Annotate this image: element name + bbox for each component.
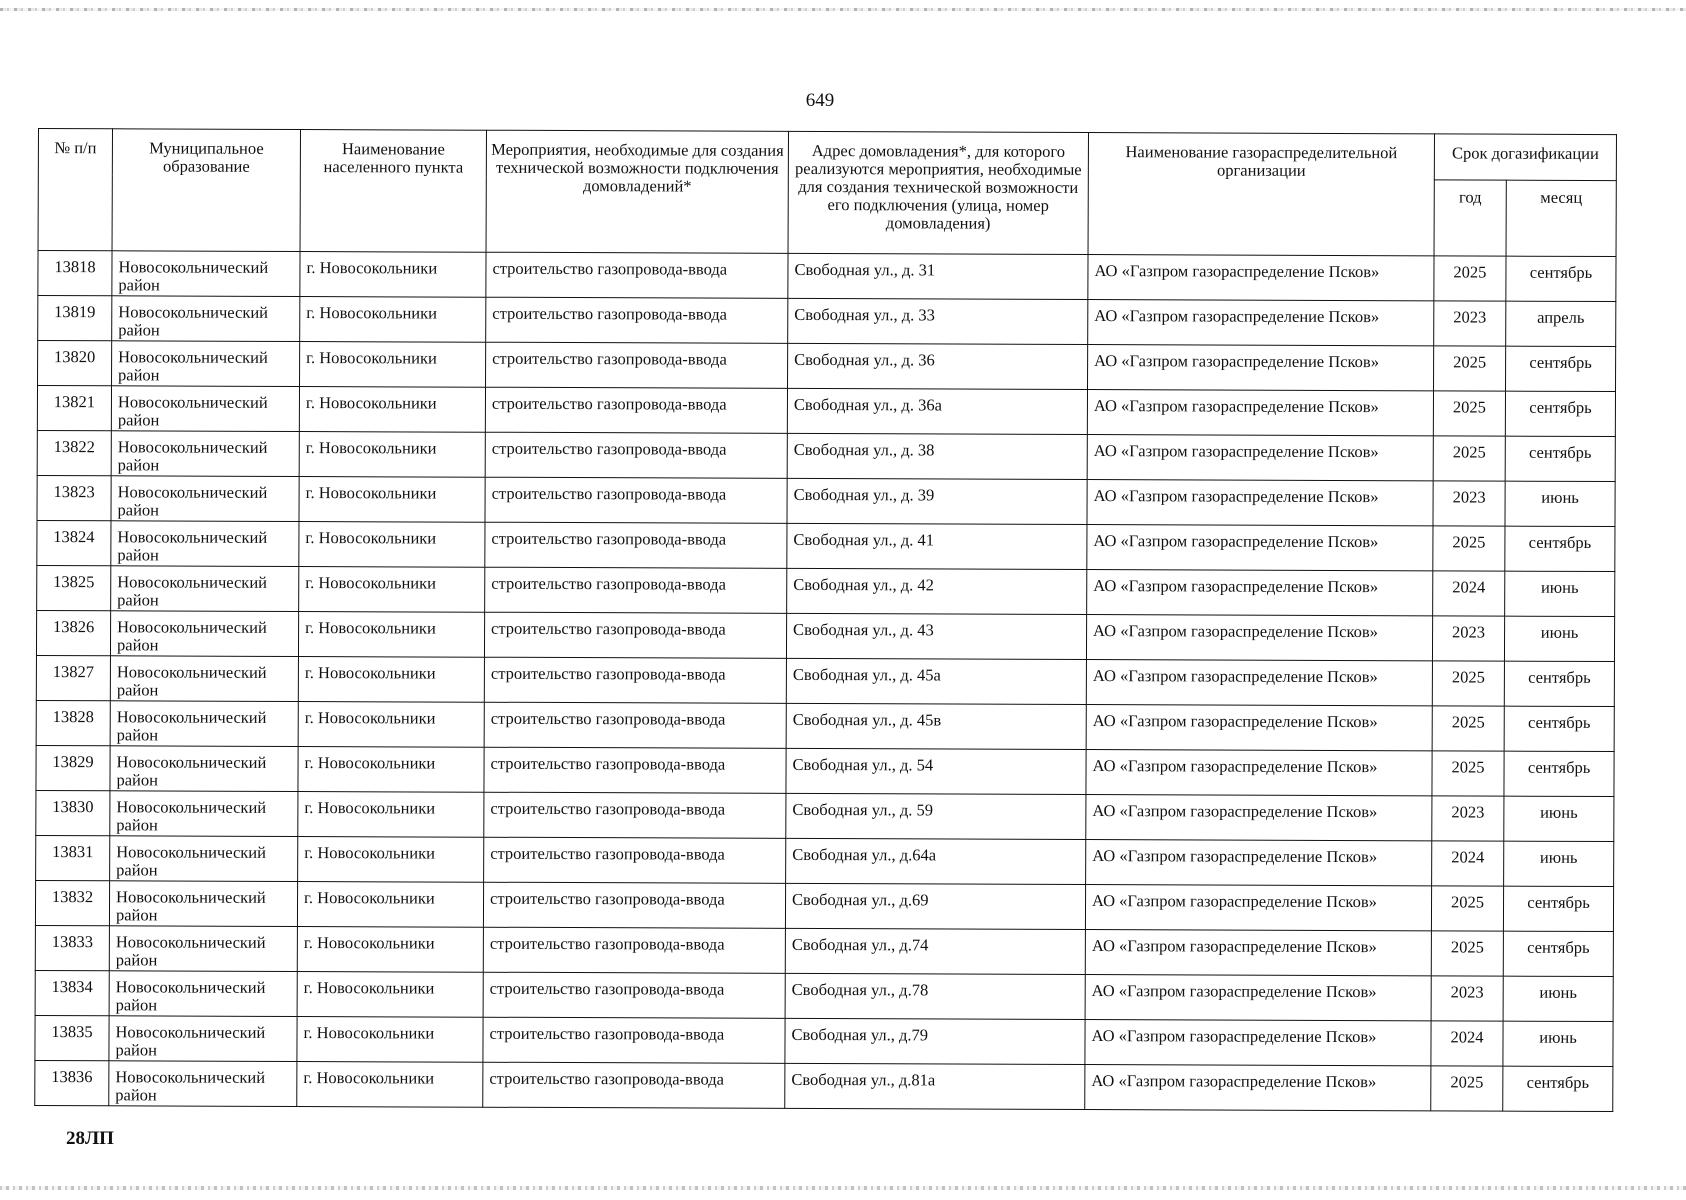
cell-month: сентябрь <box>1504 751 1614 796</box>
cell-municipality: Новосокольнический район <box>111 566 299 612</box>
cell-month: сентябрь <box>1503 886 1613 931</box>
header-month: месяц <box>1506 180 1616 256</box>
cell-num: 13825 <box>37 565 111 610</box>
cell-address: Свободная ул., д. 41 <box>787 523 1087 569</box>
header-organization: Наименование газораспределительной организации <box>1088 133 1434 256</box>
table-row <box>36 700 1614 751</box>
cell-address: Свободная ул., д.74 <box>785 928 1085 974</box>
table-row <box>36 655 1614 706</box>
cell-organization: АО «Газпром газораспределение Псков» <box>1086 615 1432 661</box>
table-row <box>36 835 1614 886</box>
cell-municipality: Новосокольнический район <box>109 926 297 972</box>
cell-num: 13836 <box>35 1060 109 1105</box>
header-address: Адрес домовладения*, для которого реализуются мероприятия, необходимые для создания технической возможности его подключения (улица, номер домовладения) <box>788 131 1088 254</box>
cell-month: июнь <box>1503 976 1613 1021</box>
cell-activity: строительство газопровода-ввода <box>483 972 785 1018</box>
cell-municipality: Новосокольнический район <box>110 701 298 747</box>
cell-year: 2025 <box>1431 931 1503 976</box>
table-row <box>37 520 1615 571</box>
cell-activity: строительство газопровода-ввода <box>485 567 787 613</box>
cell-activity: строительство газопровода-ввода <box>486 252 788 298</box>
cell-activity: строительство газопровода-ввода <box>483 927 785 973</box>
cell-month: июнь <box>1505 571 1615 616</box>
cell-num: 13820 <box>38 341 112 386</box>
cell-num: 13826 <box>36 610 110 655</box>
cell-settlement: г. Новосокольники <box>300 342 486 388</box>
scan-artifact-top <box>0 8 1686 11</box>
cell-municipality: Новосокольнический район <box>110 611 298 657</box>
cell-num: 13828 <box>36 700 110 745</box>
cell-num: 13824 <box>37 520 111 565</box>
table-row <box>38 341 1616 392</box>
cell-municipality: Новосокольнический район <box>109 1061 297 1107</box>
cell-address: Свободная ул., д.81а <box>785 1063 1085 1109</box>
table-row <box>38 296 1616 347</box>
cell-settlement: г. Новосокольники <box>297 972 483 1018</box>
cell-settlement: г. Новосокольники <box>297 1062 483 1108</box>
cell-organization: АО «Газпром газораспределение Псков» <box>1085 1065 1431 1111</box>
table-row <box>35 970 1613 1021</box>
cell-num: 13830 <box>36 790 110 835</box>
cell-address: Свободная ул., д.78 <box>785 973 1085 1019</box>
cell-settlement: г. Новосокольники <box>299 567 485 613</box>
cell-address: Свободная ул., д.69 <box>785 883 1085 929</box>
cell-settlement: г. Новосокольники <box>297 882 483 928</box>
cell-num: 13827 <box>36 655 110 700</box>
cell-organization: АО «Газпром газораспределение Псков» <box>1085 975 1431 1021</box>
cell-activity: строительство газопровода-ввода <box>484 702 786 748</box>
table-row <box>35 880 1613 931</box>
table-row <box>38 251 1616 302</box>
cell-settlement: г. Новосокольники <box>298 657 484 703</box>
cell-year: 2023 <box>1432 616 1504 661</box>
scan-artifact-bottom <box>0 1186 1686 1190</box>
cell-municipality: Новосокольнический район <box>112 341 300 387</box>
cell-municipality: Новосокольнический район <box>110 836 298 882</box>
cell-num: 13831 <box>36 835 110 880</box>
table-row <box>37 475 1615 526</box>
table-body <box>35 251 1616 1112</box>
cell-month: июнь <box>1504 796 1614 841</box>
cell-municipality: Новосокольнический район <box>110 656 298 702</box>
cell-settlement: г. Новосокольники <box>298 792 484 838</box>
header-municipality: Муниципальное образование <box>112 129 300 252</box>
cell-address: Свободная ул., д. 31 <box>788 253 1088 299</box>
header-num: № п/п <box>38 129 112 251</box>
cell-activity: строительство газопровода-ввода <box>483 1017 785 1063</box>
cell-month: июнь <box>1505 481 1615 526</box>
cell-address: Свободная ул., д. 45а <box>786 658 1086 704</box>
cell-organization: АО «Газпром газораспределение Псков» <box>1087 435 1433 481</box>
cell-settlement: г. Новосокольники <box>300 252 486 298</box>
cell-activity: строительство газопровода-ввода <box>485 522 787 568</box>
cell-organization: АО «Газпром газораспределение Псков» <box>1085 885 1431 931</box>
cell-month: июнь <box>1503 1021 1613 1066</box>
cell-num: 13832 <box>35 880 109 925</box>
table-row <box>35 1060 1613 1111</box>
cell-year: 2023 <box>1434 301 1506 346</box>
cell-address: Свободная ул., д. 38 <box>787 433 1087 479</box>
cell-num: 13833 <box>35 925 109 970</box>
cell-month: сентябрь <box>1505 391 1615 436</box>
table-row <box>37 386 1615 437</box>
cell-activity: строительство газопровода-ввода <box>485 387 787 433</box>
cell-month: апрель <box>1506 301 1616 346</box>
cell-num: 13819 <box>38 296 112 341</box>
cell-activity: строительство газопровода-ввода <box>484 747 786 793</box>
table-row <box>35 925 1613 976</box>
document-code: 28ЛП <box>66 1128 114 1149</box>
cell-municipality: Новосокольнический район <box>111 521 299 567</box>
cell-address: Свободная ул., д. 36а <box>787 388 1087 434</box>
table-row <box>37 565 1615 616</box>
cell-organization: АО «Газпром газораспределение Псков» <box>1086 660 1432 706</box>
cell-month: сентябрь <box>1505 436 1615 481</box>
header-deadline: Срок догазификации <box>1434 134 1616 181</box>
cell-year: 2024 <box>1431 1021 1503 1066</box>
cell-organization: АО «Газпром газораспределение Псков» <box>1088 255 1434 301</box>
cell-organization: АО «Газпром газораспределение Псков» <box>1087 480 1433 526</box>
cell-organization: АО «Газпром газораспределение Псков» <box>1088 300 1434 346</box>
cell-year: 2025 <box>1431 1066 1503 1111</box>
cell-month: сентябрь <box>1505 526 1615 571</box>
cell-activity: строительство газопровода-ввода <box>483 882 785 928</box>
cell-activity: строительство газопровода-ввода <box>484 612 786 658</box>
cell-year: 2023 <box>1431 976 1503 1021</box>
cell-municipality: Новосокольнический район <box>109 971 297 1017</box>
cell-address: Свободная ул., д. 42 <box>787 568 1087 614</box>
cell-year: 2025 <box>1431 886 1503 931</box>
cell-year: 2025 <box>1434 256 1506 301</box>
cell-year: 2025 <box>1433 391 1505 436</box>
cell-activity: строительство газопровода-ввода <box>485 477 787 523</box>
cell-organization: АО «Газпром газораспределение Псков» <box>1086 795 1432 841</box>
cell-address: Свободная ул., д. 43 <box>786 613 1086 659</box>
cell-year: 2023 <box>1432 796 1504 841</box>
table-header <box>38 129 1616 257</box>
cell-municipality: Новосокольнический район <box>111 431 299 477</box>
header-year: год <box>1434 180 1506 256</box>
cell-settlement: г. Новосокольники <box>299 387 485 433</box>
header-settlement: Наименование населенного пункта <box>300 130 486 253</box>
cell-month: сентябрь <box>1504 661 1614 706</box>
cell-address: Свободная ул., д.64а <box>786 838 1086 884</box>
table-row <box>36 745 1614 796</box>
cell-address: Свободная ул., д. 33 <box>788 298 1088 344</box>
cell-settlement: г. Новосокольники <box>297 927 483 973</box>
cell-settlement: г. Новосокольники <box>298 747 484 793</box>
cell-year: 2023 <box>1433 481 1505 526</box>
cell-num: 13829 <box>36 745 110 790</box>
cell-municipality: Новосокольнический район <box>109 881 297 927</box>
cell-year: 2025 <box>1434 346 1506 391</box>
cell-activity: строительство газопровода-ввода <box>485 432 787 478</box>
cell-settlement: г. Новосокольники <box>297 1017 483 1063</box>
cell-num: 13835 <box>35 1015 109 1060</box>
cell-address: Свободная ул., д. 59 <box>786 793 1086 839</box>
cell-address: Свободная ул., д. 45в <box>786 703 1086 749</box>
cell-year: 2025 <box>1432 661 1504 706</box>
table-row <box>37 430 1615 481</box>
cell-settlement: г. Новосокольники <box>299 477 485 523</box>
cell-num: 13822 <box>37 430 111 475</box>
cell-activity: строительство газопровода-ввода <box>484 837 786 883</box>
cell-num: 13818 <box>38 251 112 296</box>
cell-num: 13821 <box>37 386 111 431</box>
cell-municipality: Новосокольнический район <box>110 791 298 837</box>
cell-municipality: Новосокольнический район <box>110 746 298 792</box>
cell-settlement: г. Новосокольники <box>299 522 485 568</box>
table-row <box>36 790 1614 841</box>
cell-address: Свободная ул., д. 36 <box>788 343 1088 389</box>
cell-organization: АО «Газпром газораспределение Псков» <box>1087 525 1433 571</box>
cell-settlement: г. Новосокольники <box>299 432 485 478</box>
cell-organization: АО «Газпром газораспределение Псков» <box>1087 570 1433 616</box>
cell-organization: АО «Газпром газораспределение Псков» <box>1085 1020 1431 1066</box>
table-row <box>35 1015 1613 1066</box>
cell-activity: строительство газопровода-ввода <box>484 657 786 703</box>
cell-settlement: г. Новосокольники <box>298 612 484 658</box>
cell-organization: АО «Газпром газораспределение Псков» <box>1086 705 1432 751</box>
gasification-table <box>34 128 1617 1112</box>
cell-year: 2025 <box>1432 706 1504 751</box>
cell-organization: АО «Газпром газораспределение Псков» <box>1086 840 1432 886</box>
cell-municipality: Новосокольнический район <box>111 386 299 432</box>
cell-activity: строительство газопровода-ввода <box>484 792 786 838</box>
cell-month: сентябрь <box>1503 931 1613 976</box>
table-row <box>36 610 1614 661</box>
cell-year: 2024 <box>1432 841 1504 886</box>
cell-month: сентябрь <box>1506 256 1616 301</box>
cell-organization: АО «Газпром газораспределение Псков» <box>1085 930 1431 976</box>
cell-year: 2025 <box>1433 436 1505 481</box>
cell-year: 2025 <box>1432 751 1504 796</box>
cell-municipality: Новосокольнический район <box>112 251 300 297</box>
cell-organization: АО «Газпром газораспределение Псков» <box>1087 390 1433 436</box>
cell-month: сентябрь <box>1503 1066 1613 1111</box>
cell-month: июнь <box>1504 841 1614 886</box>
cell-municipality: Новосокольнический район <box>112 296 300 342</box>
header-activities: Мероприятия, необходимые для создания технической возможности подключения домовладений* <box>486 130 788 253</box>
page-number: 649 <box>805 90 835 111</box>
cell-organization: АО «Газпром газораспределение Псков» <box>1088 345 1434 391</box>
cell-settlement: г. Новосокольники <box>300 297 486 343</box>
cell-settlement: г. Новосокольники <box>298 837 484 883</box>
cell-num: 13823 <box>37 475 111 520</box>
cell-settlement: г. Новосокольники <box>298 702 484 748</box>
cell-address: Свободная ул., д. 54 <box>786 748 1086 794</box>
cell-num: 13834 <box>35 970 109 1015</box>
cell-address: Свободная ул., д.79 <box>785 1018 1085 1064</box>
cell-activity: строительство газопровода-ввода <box>483 1062 785 1108</box>
cell-municipality: Новосокольнический район <box>111 476 299 522</box>
cell-organization: АО «Газпром газораспределение Псков» <box>1086 750 1432 796</box>
cell-month: сентябрь <box>1504 706 1614 751</box>
cell-year: 2025 <box>1433 526 1505 571</box>
cell-address: Свободная ул., д. 39 <box>787 478 1087 524</box>
cell-year: 2024 <box>1433 571 1505 616</box>
cell-activity: строительство газопровода-ввода <box>486 342 788 388</box>
cell-activity: строительство газопровода-ввода <box>486 297 788 343</box>
cell-month: июнь <box>1504 616 1614 661</box>
cell-month: сентябрь <box>1506 346 1616 391</box>
cell-municipality: Новосокольнический район <box>109 1016 297 1062</box>
